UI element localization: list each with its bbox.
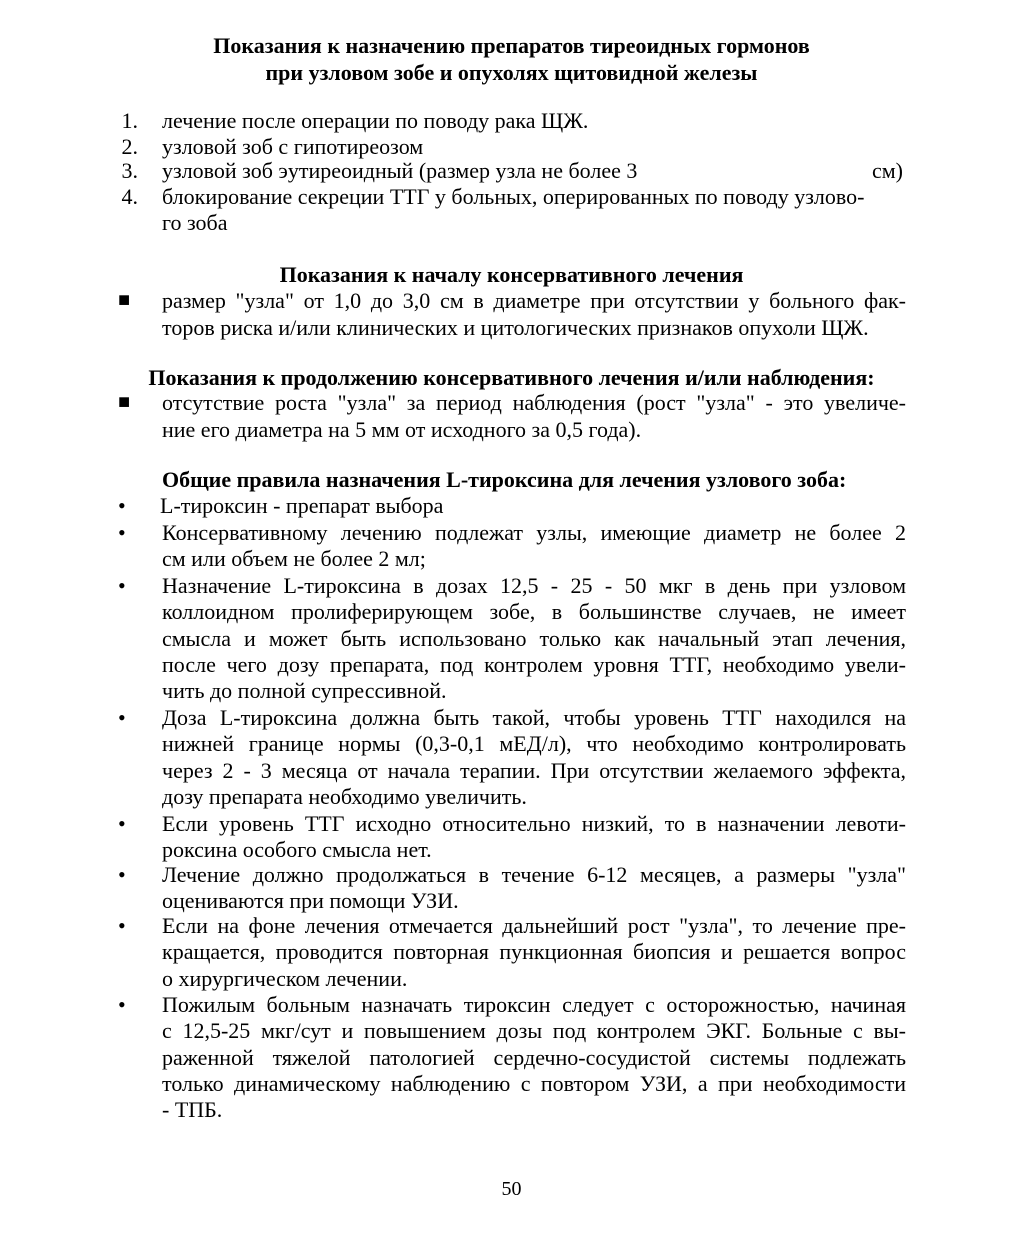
list-text-line: Консервативному лечению подлежат узлы, имеющие диаметр не более 2 xyxy=(162,520,906,545)
bullet-icon: • xyxy=(118,705,126,730)
bullet-icon: • xyxy=(118,913,126,938)
list-number: 1. xyxy=(121,108,138,133)
list-number: 3. xyxy=(121,158,138,183)
list-text-line: оцениваются при помощи УЗИ. xyxy=(162,888,459,914)
list-text-line: Если на фоне лечения отмечается дальнейший рост "узла", то лечение пре- xyxy=(162,913,906,938)
list-text: узловой зоб с гипотиреозом xyxy=(162,134,424,159)
list-text-line: коллоидном пролиферирующем зобе, в большинстве случаев, не имеет xyxy=(162,599,906,625)
list-number: 4. xyxy=(121,184,138,209)
list-text-line: смысла и может быть использовано только как начальный этап лечения, xyxy=(162,625,906,651)
list-text-line: Назначение L-тироксина в дозах 12,5 - 25 - 50 мкг в день при узловом xyxy=(162,573,906,598)
bullet-icon: • xyxy=(118,992,126,1017)
list-text-line: после чего дозу препарата, под контролем уровня ТТГ, необходимо увели- xyxy=(162,651,906,677)
list-text-line: раженной тяжелой патологией сердечно-сосудистой системы подлежать xyxy=(162,1044,906,1070)
square-bullet-icon: ■ xyxy=(118,391,131,413)
list-text: узловой зоб эутиреоидный (размер узла не более 3 xyxy=(162,158,638,183)
title-line-1: Показания к назначению препаратов тиреоидных гормонов xyxy=(213,33,810,58)
list-text-line: Если уровень ТТГ исходно относительно низкий, то в назначении левоти- xyxy=(162,811,906,836)
list-text: го зоба xyxy=(162,210,228,235)
list-text-line: Доза L-тироксина должна быть такой, чтобы уровень ТТГ находился на xyxy=(162,705,906,730)
list-text-line: с 12,5-25 мкг/сут и повышением дозы под контролем ЭКГ. Больные с вы- xyxy=(162,1018,906,1044)
list-text-line: - ТПБ. xyxy=(162,1097,223,1123)
section-heading: Показания к продолжению консервативного лечения и/или наблюдения: xyxy=(148,365,875,390)
list-text xyxy=(162,572,906,703)
list-text-line: Лечение должно продолжаться в течение 6-12 месяцев, а размеры "узла" xyxy=(162,862,906,887)
page-number: 50 xyxy=(501,1178,522,1200)
section-heading: Общие правила назначения L-тироксина для лечения узлового зоба: xyxy=(162,467,847,492)
title-line-2: при узловом зобе и опухолях щитовидной железы xyxy=(265,60,758,85)
list-text-line: через 2 - 3 месяца от начала терапии. При отсутствии желаемого эффекта, xyxy=(162,757,906,783)
list-text-line: роксина особого смысла нет. xyxy=(162,837,432,863)
list-text xyxy=(162,861,906,914)
list-text: лечение после операции по поводу рака ЩЖ. xyxy=(162,108,589,133)
list-text-tail: см) xyxy=(872,158,904,183)
list-text xyxy=(162,389,906,443)
list-text-line: дозу препарата необходимо увеличить. xyxy=(162,783,527,809)
list-text-line: о хирургическом лечении. xyxy=(162,965,408,991)
list-text xyxy=(162,810,906,863)
list-text-line: торов риска и/или клинических и цитологических признаков опухоли ЩЖ. xyxy=(162,315,869,340)
list-text-line: отсутствие роста "узла" за период наблюдения (рост "узла" - это увеличе- xyxy=(162,390,906,415)
list-text-line: чить до полной супрессивной. xyxy=(162,678,447,704)
square-bullet-icon: ■ xyxy=(118,289,131,311)
list-text-line: ние его диаметра на 5 мм от исходного за 0,5 года). xyxy=(162,417,642,442)
bullet-icon: • xyxy=(118,573,126,598)
list-text xyxy=(162,912,906,991)
list-text xyxy=(162,991,906,1122)
list-number: 2. xyxy=(121,134,138,159)
list-text xyxy=(162,287,906,341)
list-text-line: нижней границе нормы (0,3-0,1 мЕД/л), что необходимо контролировать xyxy=(162,731,906,757)
list-text-line: только динамическому наблюдению с повтором УЗИ, а при необходимости xyxy=(162,1070,906,1096)
page-title xyxy=(0,32,1023,86)
bullet-icon: • xyxy=(118,520,126,545)
bullet-icon: • xyxy=(118,862,126,887)
list-text-line: см или объем не более 2 мл; xyxy=(162,546,426,572)
section-heading: Показания к началу консервативного лечения xyxy=(279,262,744,287)
list-text-line: L-тироксин - препарат выбора xyxy=(160,493,444,518)
list-text-line: размер "узла" от 1,0 до 3,0 см в диаметре при отсутствии у больного фак- xyxy=(162,288,906,313)
list-text xyxy=(162,704,906,809)
list-text-line: кращается, проводится повторная пункционная биопсия и решается вопрос xyxy=(162,939,906,965)
list-text xyxy=(160,492,904,518)
list-text: блокирование секреции ТТГ у больных, оперированных по поводу узлово- xyxy=(162,184,865,209)
bullet-icon: • xyxy=(118,811,126,836)
list-text-line: Пожилым больным назначать тироксин следует с осторожностью, начиная xyxy=(162,992,906,1017)
list-text xyxy=(162,519,906,572)
bullet-icon: • xyxy=(118,493,126,518)
